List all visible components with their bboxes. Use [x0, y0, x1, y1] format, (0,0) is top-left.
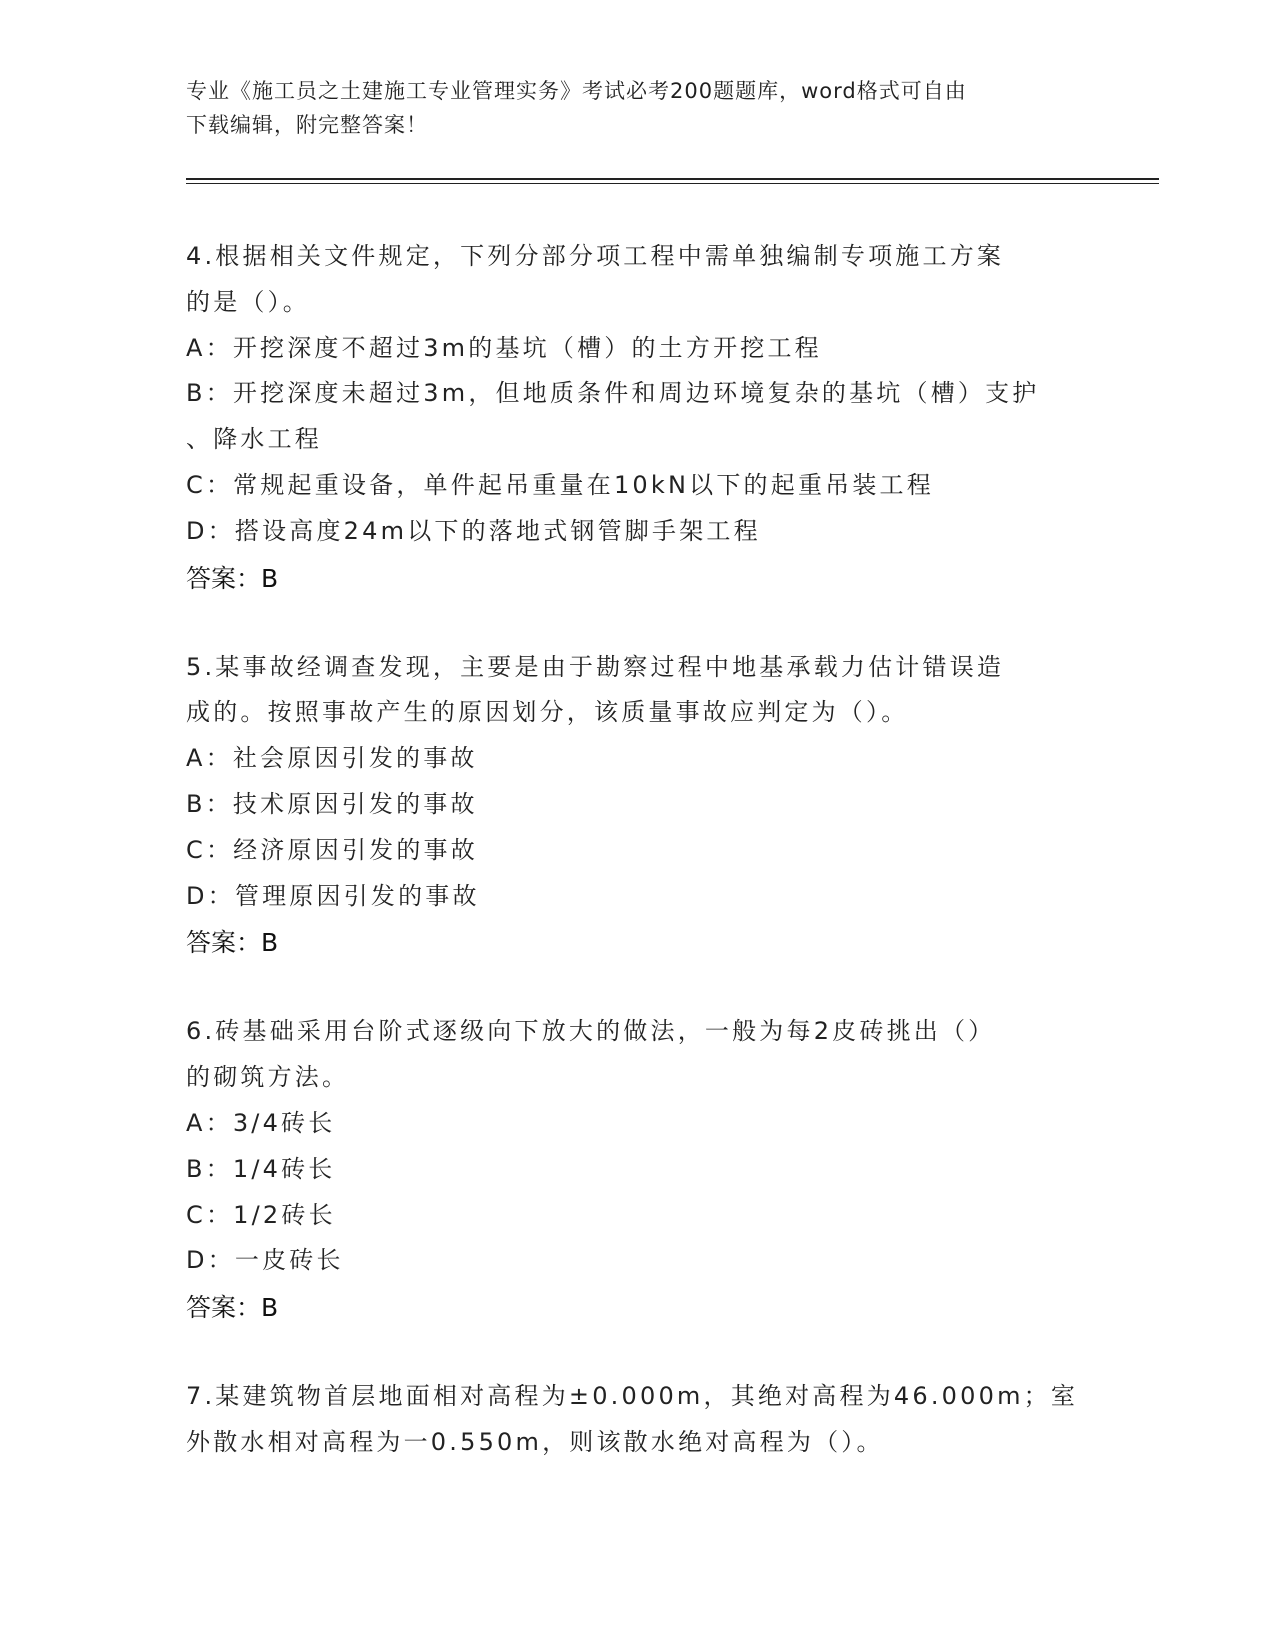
answer-label: 答案：B — [186, 563, 279, 593]
option-c: C：常规起重设备，单件起吊重量在10kN以下的起重吊装工程 — [186, 470, 934, 499]
option-c: C：1/2砖长 — [186, 1200, 336, 1229]
question-7 — [186, 1374, 1086, 1466]
question-text-line: 4.根据相关文件规定，下列分部分项工程中需单独编制专项施工方案 — [186, 242, 1005, 270]
option-d: D：管理原因引发的事故 — [186, 881, 480, 910]
header-line-1: 专业《施工员之土建施工专业管理实务》考试必考200题题库，word格式可自由 — [186, 79, 967, 103]
question-text-line: 的砌筑方法。 — [186, 1063, 350, 1092]
option-b: B：开挖深度未超过3m，但地质条件和周边环境复杂的基坑（槽）支护 — [186, 379, 1040, 408]
question-5 — [186, 645, 1086, 968]
question-text-line: 的是（）。 — [186, 287, 310, 316]
question-list — [186, 234, 1086, 1508]
document-header — [186, 74, 1086, 142]
option-b: B：技术原因引发的事故 — [186, 789, 478, 818]
option-a: A：开挖深度不超过3m的基坑（槽）的土方开挖工程 — [186, 333, 822, 362]
option-d: D：一皮砖长 — [186, 1246, 344, 1275]
question-text-line: 成的。按照事故产生的原因划分，该质量事故应判定为（）。 — [186, 698, 909, 727]
answer-label: 答案：B — [186, 928, 279, 958]
question-text-line: 6.砖基础采用台阶式逐级向下放大的做法，一般为每2皮砖挑出（） — [186, 1017, 996, 1046]
option-b: B：1/4砖长 — [186, 1154, 336, 1183]
question-text-line: 外散水相对高程为一0.550m，则该散水绝对高程为（）。 — [186, 1427, 884, 1456]
option-d: D：搭设高度24m以下的落地式钢管脚手架工程 — [186, 516, 761, 545]
option-c: C：经济原因引发的事故 — [186, 835, 478, 864]
header-divider-secondary — [186, 183, 1159, 184]
question-text-line: 7.某建筑物首层地面相对高程为±0.000m，其绝对高程为46.000m；室 — [186, 1382, 1079, 1411]
option-a: A：社会原因引发的事故 — [186, 744, 478, 773]
question-6 — [186, 1009, 1086, 1332]
header-line-2: 下载编辑，附完整答案！ — [186, 113, 428, 137]
option-a: A：3/4砖长 — [186, 1108, 336, 1137]
question-text-line: 5.某事故经调查发现，主要是由于勘察过程中地基承载力估计错误造 — [186, 652, 1005, 681]
option-b-continued: 、降水工程 — [186, 425, 322, 454]
header-divider — [186, 178, 1159, 180]
question-4 — [186, 234, 1086, 603]
answer-label: 答案：B — [186, 1293, 279, 1323]
